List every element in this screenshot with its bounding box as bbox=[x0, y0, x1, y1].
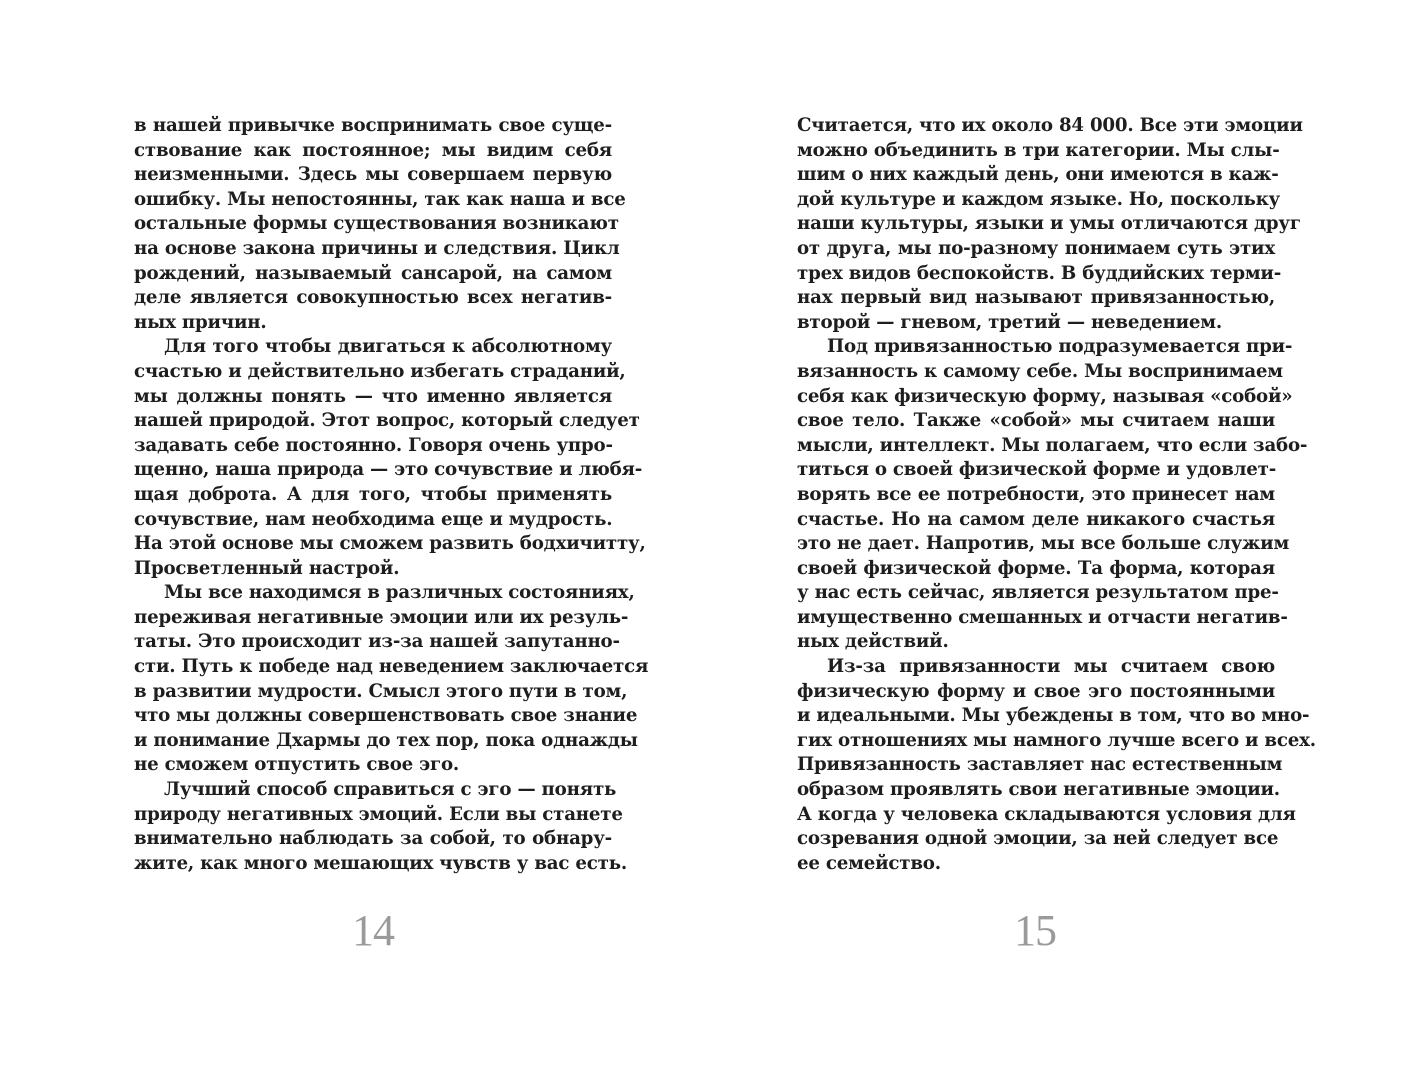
left-page-text bbox=[134, 114, 649, 876]
text-line: и понимание Дхармы до тех пор, пока однажды bbox=[134, 729, 638, 751]
text-line: мы должны понять — что именно является bbox=[134, 385, 612, 407]
text-line: ее семейство. bbox=[797, 852, 941, 874]
text-line: нашей природой. Этот вопрос, который следует bbox=[134, 410, 640, 432]
text-line: таты. Это происходит из-за нашей запутанно- bbox=[134, 631, 620, 653]
text-line: у нас есть сейчас, является результатом пре- bbox=[797, 582, 1279, 604]
text-line: природу негативных эмоций. Если вы станете bbox=[134, 803, 623, 825]
text-line: физическую форму и свое эго постоянными bbox=[797, 680, 1275, 702]
text-line: себя как физическую форму, называя «собой» bbox=[797, 385, 1293, 407]
page-number-right: 15 bbox=[1014, 906, 1056, 955]
text-line: жите, как много мешающих чувств у вас есть. bbox=[134, 852, 627, 874]
text-line: Для того чтобы двигаться к абсолютному bbox=[164, 336, 612, 358]
text-line: свое тело. Также «собой» мы считаем наши bbox=[797, 410, 1275, 432]
text-line: имущественно смешанных и отчасти негатив- bbox=[797, 606, 1288, 628]
text-line: переживая негативные эмоции или их резуль- bbox=[134, 606, 629, 628]
text-line: на основе закона причины и следствия. Цикл bbox=[134, 237, 620, 259]
text-line: шим о них каждый день, они имеются в каж- bbox=[797, 164, 1279, 186]
text-line: можно объединить в три категории. Мы слы- bbox=[797, 139, 1280, 161]
text-line: дой культуре и каждом языке. Но, поскольку bbox=[797, 188, 1280, 210]
text-line: рождений, называемый сансарой, на самом bbox=[134, 262, 612, 284]
page-number-left: 14 bbox=[352, 906, 394, 955]
paragraph bbox=[797, 114, 1303, 335]
text-line: задавать себе постоянно. Говоря очень упро- bbox=[134, 434, 613, 456]
text-line: что мы должны совершенствовать свое знание bbox=[134, 705, 638, 727]
text-line: созревания одной эмоции, за ней следует все bbox=[797, 828, 1279, 850]
text-line: ошибку. Мы непостоянны, так как наша и все bbox=[134, 188, 626, 210]
text-line: наши культуры, языки и умы отличаются друг bbox=[797, 213, 1301, 235]
text-line: мысли, интеллект. Мы полагаем, что если забо- bbox=[797, 434, 1308, 456]
text-line: сочувствие, нам необходима еще и мудрость. bbox=[134, 508, 613, 530]
text-line: в развитии мудрости. Смысл этого пути в том, bbox=[134, 680, 628, 702]
text-line: Под привязанностью подразумевается при- bbox=[827, 336, 1293, 358]
text-line: гих отношениях мы намного лучше всего и всех. bbox=[797, 729, 1316, 751]
text-line: трех видов беспокойств. В буддийских терми- bbox=[797, 262, 1282, 284]
text-line: и идеальными. Мы убеждены в том, что во мно- bbox=[797, 705, 1310, 727]
text-line: Привязанность заставляет нас естественным bbox=[797, 754, 1283, 776]
paragraph bbox=[134, 581, 649, 778]
text-line: ворять все ее потребности, это принесет нам bbox=[797, 483, 1275, 505]
text-line: внимательно наблюдать за собой, то обнару- bbox=[134, 828, 612, 850]
text-line: не сможем отпустить свое эго. bbox=[134, 754, 460, 776]
text-line: титься о своей физической форме и удовлет- bbox=[797, 459, 1277, 481]
text-line: счастью и действительно избегать страданий, bbox=[134, 360, 626, 382]
text-line: Мы все находимся в различных состояниях, bbox=[164, 582, 635, 604]
text-line: Просветленный настрой. bbox=[134, 557, 400, 579]
text-line: своей физической форме. Та форма, которая bbox=[797, 557, 1275, 579]
text-line: от друга, мы по-разному понимаем суть этих bbox=[797, 237, 1275, 259]
text-line: ных причин. bbox=[134, 311, 267, 333]
text-line: в нашей привычке воспринимать свое суще- bbox=[134, 115, 612, 136]
paragraph bbox=[134, 778, 627, 876]
text-line: сти. Путь к победе над неведением заключается bbox=[134, 656, 649, 678]
text-line: ствование как постоянное; мы видим себя bbox=[134, 139, 612, 161]
paragraph bbox=[134, 335, 646, 581]
text-line: А когда у человека складываются условия для bbox=[797, 803, 1296, 825]
text-line: Лучший способ справиться с эго — понять bbox=[164, 779, 617, 801]
text-line: вязанность к самому себе. Мы воспринимаем bbox=[797, 360, 1283, 382]
text-line: Из-за привязанности мы считаем свою bbox=[827, 656, 1275, 678]
text-line: Считается, что их около 84 000. Все эти эмоции bbox=[797, 115, 1303, 136]
text-line: образом проявлять свои негативные эмоции. bbox=[797, 779, 1280, 801]
text-line: счастье. Но на самом деле никакого счастья bbox=[797, 508, 1275, 530]
text-line: второй — гневом, третий — неведением. bbox=[797, 311, 1223, 333]
text-line: неизменными. Здесь мы совершаем первую bbox=[134, 164, 612, 186]
paragraph bbox=[797, 655, 1316, 876]
text-line: щенно, наша природа — это сочувствие и любя- bbox=[134, 459, 643, 481]
right-page-text bbox=[797, 114, 1316, 876]
text-line: На этой основе мы сможем развить бодхичитту, bbox=[134, 533, 646, 555]
paragraph bbox=[797, 335, 1308, 655]
text-line: это не дает. Напротив, мы все больше служим bbox=[797, 533, 1290, 555]
text-line: нах первый вид называют привязанностью, bbox=[797, 287, 1275, 309]
text-line: остальные формы существования возникают bbox=[134, 213, 619, 235]
text-line: щая доброта. А для того, чтобы применять bbox=[134, 483, 612, 505]
text-line: деле является совокупностью всех негатив- bbox=[134, 287, 612, 309]
paragraph bbox=[134, 114, 626, 335]
text-line: ных действий. bbox=[797, 631, 949, 653]
